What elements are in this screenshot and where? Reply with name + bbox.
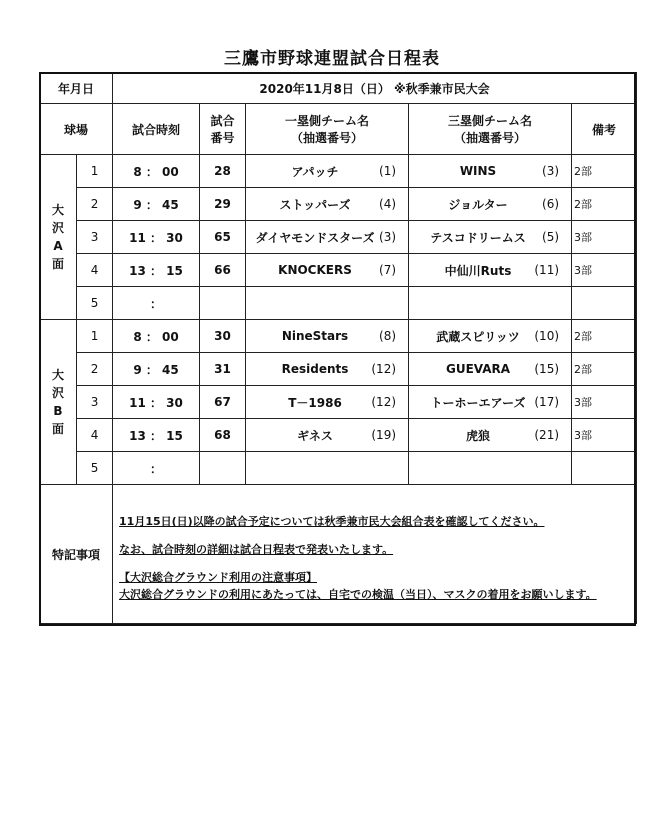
away-team [409,287,572,320]
away-draw-number: (11) [534,263,560,277]
date-label: 年月日 [40,73,113,104]
game-number: 31 [200,353,246,386]
away-draw-number: (10) [534,329,560,343]
table-row [40,254,637,287]
table-row [40,452,637,485]
venue-name: 大 沢 A 面 [40,155,77,320]
home-draw-number: (1) [379,164,397,178]
notes-body [113,485,637,624]
slot-index: 4 [77,419,113,452]
home-draw-number: (19) [371,428,397,442]
division-note: 2部 [572,188,637,221]
home-team [246,452,409,485]
home-draw-number: (4) [379,197,397,211]
home-team: Residents (12) [246,353,409,386]
game-time: 9 ： 45 [113,188,200,221]
away-draw-number: (15) [534,362,560,376]
away-team: テスコドリームス (5) [409,221,572,254]
slot-index: 5 [77,452,113,485]
home-team: ダイヤモンドスターズ (3) [246,221,409,254]
table-row [40,188,637,221]
away-draw-number: (6) [542,197,560,211]
game-time: 8 ： 00 [113,320,200,353]
game-time: 13 ： 15 [113,254,200,287]
game-number: 29 [200,188,246,221]
home-draw-number: (12) [371,395,397,409]
col-time-header: 試合時刻 [113,104,200,155]
game-number [200,287,246,320]
schedule-table [39,72,637,624]
away-draw-number: (21) [534,428,560,442]
home-draw-number: (12) [371,362,397,376]
game-number: 66 [200,254,246,287]
division-note: 3部 [572,221,637,254]
notes-label: 特記事項 [40,485,113,624]
note-line: 11月15日(日)以降の試合予定については秋季兼市民大会組合表を確認してください。 [119,515,545,528]
home-team: T－1986 (12) [246,386,409,419]
division-note: 3部 [572,386,637,419]
division-note [572,287,637,320]
slot-index: 1 [77,155,113,188]
note-line: 【大沢総合グラウンド利用の注意事項】 [119,571,318,584]
slot-index: 2 [77,188,113,221]
table-row [40,221,637,254]
game-number: 68 [200,419,246,452]
date-row [40,73,637,104]
home-team [246,287,409,320]
division-note: 2部 [572,320,637,353]
away-team: トーホーエアーズ (17) [409,386,572,419]
date-value: 2020年11月8日（日） ※秋季兼市民大会 [113,73,637,104]
col-home-header: 一塁側チーム名 （抽選番号） [246,104,409,155]
division-note: 3部 [572,419,637,452]
col-venue-header: 球場 [40,104,113,155]
game-time: 8 ： 00 [113,155,200,188]
game-time: 11 ： 30 [113,386,200,419]
table-row [40,287,637,320]
table-row [40,320,637,353]
away-draw-number: (5) [542,230,560,244]
slot-index: 1 [77,320,113,353]
away-team: GUEVARA (15) [409,353,572,386]
home-team: KNOCKERS (7) [246,254,409,287]
game-number: 28 [200,155,246,188]
game-time: 9 ： 45 [113,353,200,386]
slot-index: 5 [77,287,113,320]
game-number: 67 [200,386,246,419]
table-row [40,419,637,452]
home-team: アパッチ (1) [246,155,409,188]
away-draw-number: (17) [534,395,560,409]
page-title: 三鷹市野球連盟試合日程表 [224,49,440,69]
game-number: 65 [200,221,246,254]
home-draw-number: (8) [379,329,397,343]
division-note: 2部 [572,353,637,386]
away-draw-number: (3) [542,164,560,178]
away-team: 中仙川Ruts (11) [409,254,572,287]
col-game-no-header: 試合 番号 [200,104,246,155]
home-draw-number: (7) [379,263,397,277]
away-team: ジョルター (6) [409,188,572,221]
game-time: ： [113,287,200,320]
slot-index: 3 [77,221,113,254]
table-row [40,353,637,386]
game-time: ： [113,452,200,485]
away-team: 武蔵スピリッツ (10) [409,320,572,353]
slot-index: 4 [77,254,113,287]
game-time: 11 ： 30 [113,221,200,254]
venue-name: 大 沢 B 面 [40,320,77,485]
away-team: 虎狼 (21) [409,419,572,452]
col-away-header: 三塁側チーム名 （抽選番号） [409,104,572,155]
table-row [40,155,637,188]
game-time: 13 ： 15 [113,419,200,452]
division-note [572,452,637,485]
note-line: 大沢総合グラウンドの利用にあたっては、自宅での検温（当日）、マスクの着用をお願いします。 [119,588,597,601]
game-number [200,452,246,485]
header-row [40,104,637,155]
home-team: ギネス (19) [246,419,409,452]
slot-index: 3 [77,386,113,419]
slot-index: 2 [77,353,113,386]
home-draw-number: (3) [379,230,397,244]
table-row [40,386,637,419]
home-team: NineStars (8) [246,320,409,353]
note-line: なお、試合時刻の詳細は試合日程表で発表いたします。 [119,543,394,556]
away-team [409,452,572,485]
division-note: 3部 [572,254,637,287]
home-team: ストッパーズ (4) [246,188,409,221]
game-number: 30 [200,320,246,353]
away-team: WINS (3) [409,155,572,188]
division-note: 2部 [572,155,637,188]
col-note-header: 備考 [572,104,637,155]
notes-row [40,485,637,624]
